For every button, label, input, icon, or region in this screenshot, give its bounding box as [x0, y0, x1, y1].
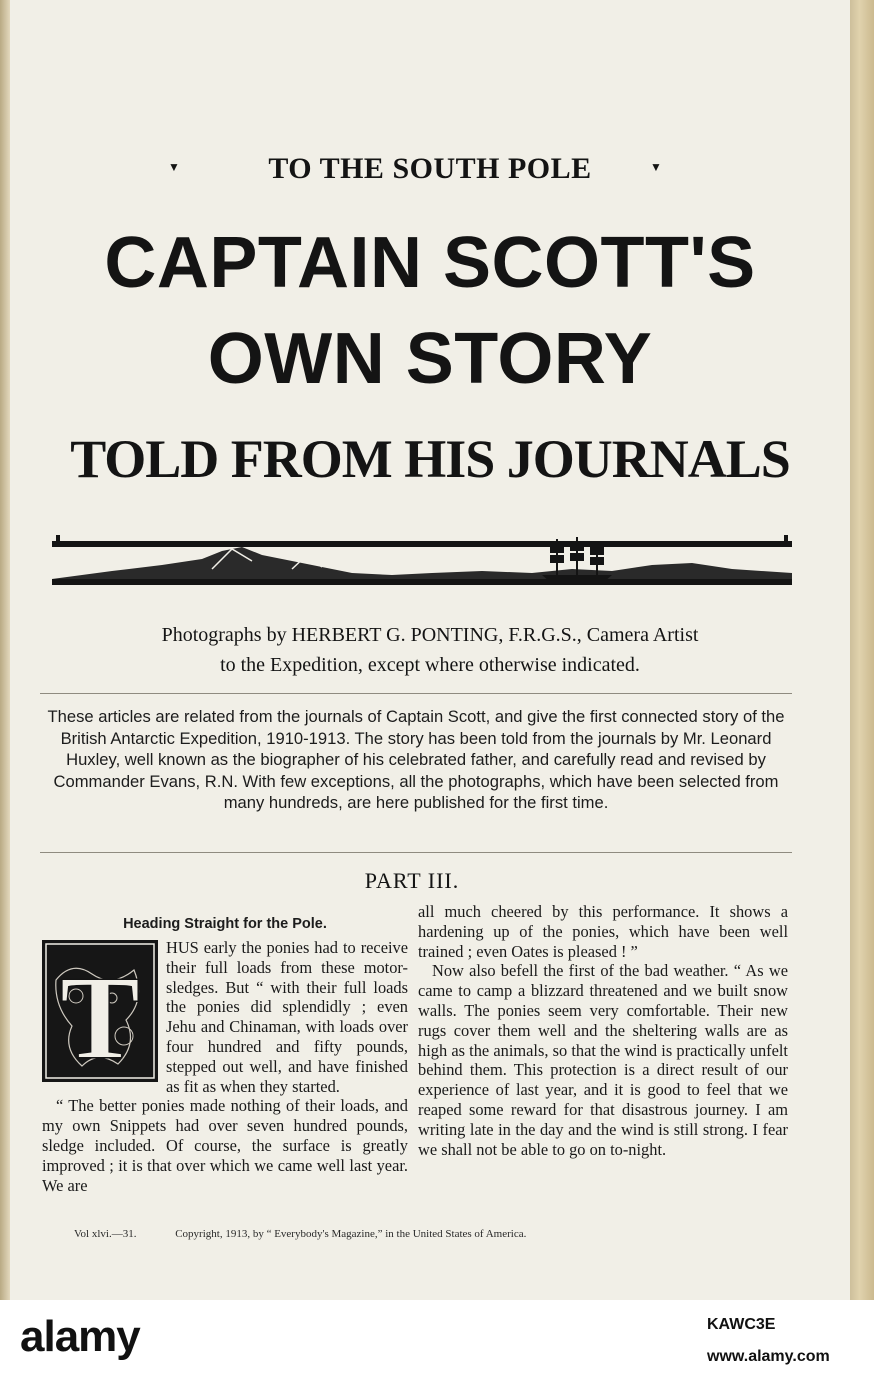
copyright-line: Copyright, 1913, by “ Everybody's Magazine,” in the United States of America.: [175, 1228, 527, 1240]
divider-top: [40, 693, 792, 694]
dropcap-ornament: [42, 940, 158, 1082]
article-column-2: [418, 902, 788, 1159]
magazine-page: [10, 0, 850, 1300]
volume-signature: Vol xlvi.—31.: [74, 1228, 137, 1240]
image-id-label: KAWC3E: [707, 1316, 776, 1333]
ice-landscape: [52, 547, 792, 579]
kicker-heading: TO THE SOUTH POLE: [268, 152, 592, 185]
column-2-paragraph-2: Now also befell the first of the bad weather. “ As we came to camp a blizzard threatened and we built snow walls. The ponies seem very comfortable. Their new rugs cover them well and the sheltering walls are as high as the animals, so that the wind is practically unfelt behind them. This protection is a direct result of our experience of last year, and it is good to feel that we reaped some reward for that disastrous journey. I am writing late in the day and the wind is still strong. I fear we shall not be able to go on to-night.: [418, 961, 788, 1159]
page-left-edge: [0, 0, 10, 1300]
column-1-paragraph-1: HUS early the ponies had to receive their full loads from these motor-sledges. But “ with their full loads the ponies did splendidly ; even Jehu and Chinaman, with loads over four hundred and fifty pounds, stepped out well, and have finished as fit as when they started.: [166, 938, 408, 1096]
credits-line-1: Photographs by HERBERT G. PONTING, F.R.G.S., Camera Artist: [161, 624, 699, 646]
photo-credits: [10, 620, 850, 680]
page-footer: [74, 1228, 526, 1240]
title-line-1: CAPTAIN SCOTT'S: [104, 223, 756, 303]
stock-site-url: www.alamy.com: [707, 1348, 830, 1365]
title-line-2: OWN STORY: [207, 319, 653, 399]
decorated-dropcap: [42, 940, 158, 1082]
part-heading: PART III.: [364, 868, 460, 893]
banner-bottom-band: [52, 579, 792, 585]
credits-line-2: to the Expedition, except where otherwise indicated.: [220, 654, 640, 676]
divider-bottom: [40, 852, 792, 853]
page-right-edge: [850, 0, 874, 1300]
antarctic-ship-banner: [52, 535, 792, 587]
title-line-3: TOLD FROM HIS JOURNALS: [70, 429, 790, 489]
dropcap-letter: T: [59, 951, 141, 1082]
section-subheading: Heading Straight for the Pole.: [123, 916, 327, 932]
alamy-logo: alamy: [20, 1312, 140, 1361]
ornament-right-icon: ▼: [650, 160, 662, 174]
article-column-1: [42, 912, 408, 1195]
ornament-left-icon: ▼: [168, 160, 180, 174]
banner-top-band: [52, 541, 792, 547]
column-1-paragraph-2: “ The better ponies made nothing of their loads, and my own Snippets had over seven hundred pounds, sledge included. Of course, the surface is greatly improved ; it is that over which we came well last year. We are: [42, 1096, 408, 1195]
intro-paragraph: These articles are related from the journals of Captain Scott, and give the first connected story of the British Antarctic Expedition, 1910-1913. The story has been told from the journals by Mr. Leonard Huxley, well known as the biographer of his celebrated father, and carefully read and revised by Commander Evans, R.N. With few exceptions, all the photographs, which have been selected from many hundreds, are here published for the first time.: [47, 707, 785, 812]
column-2-paragraph-1: all much cheered by this performance. It shows a hardening up of the ponies, which have been well trained ; even Oates is pleased ! ”: [418, 902, 788, 961]
